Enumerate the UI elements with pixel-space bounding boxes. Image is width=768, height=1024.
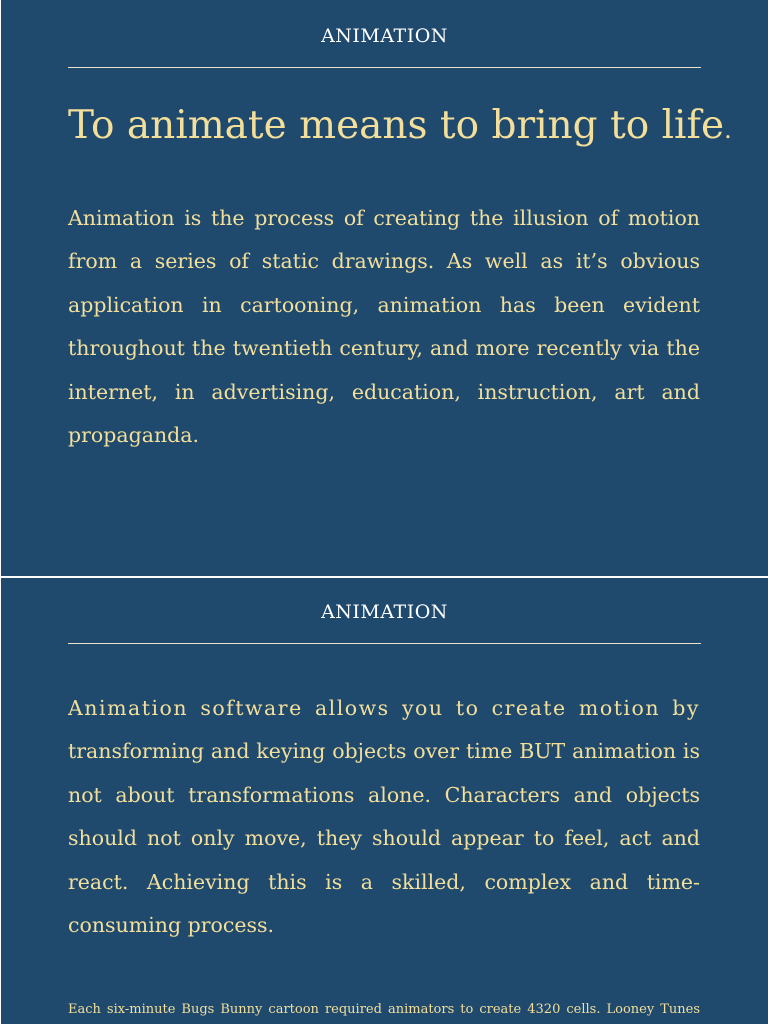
header-divider bbox=[68, 67, 701, 68]
slide-header: ANIMATION bbox=[321, 601, 448, 623]
slide-header: ANIMATION bbox=[321, 25, 448, 47]
slide-2 bbox=[1, 578, 768, 1024]
slide-footnote: Each six-minute Bugs Bunny cartoon required animators to create 4320 cells. Looney Tunes bbox=[68, 1002, 700, 1017]
slide-body-text: Animation software allows you to create motion by transforming and keying objects over time BUT animation is not about transformations alone. Characters and objects should not only move, they should appear to feel, act and react. Achieving this is a skilled, complex and time-consuming process. bbox=[68, 696, 700, 938]
headline-period: . bbox=[724, 116, 732, 144]
slide-headline bbox=[68, 100, 732, 156]
slide-1 bbox=[1, 0, 768, 576]
slide-body-text: Animation is the process of creating the illusion of motion from a series of static drawings. As well as it’s obvious application in cartooning, animation has been evident throughout the twentieth century, and more recently via the internet, in advertising, education, instruction, art and propaganda. bbox=[68, 206, 700, 448]
header-divider bbox=[68, 643, 701, 644]
headline-text: To animate means to bring to life bbox=[68, 103, 725, 148]
